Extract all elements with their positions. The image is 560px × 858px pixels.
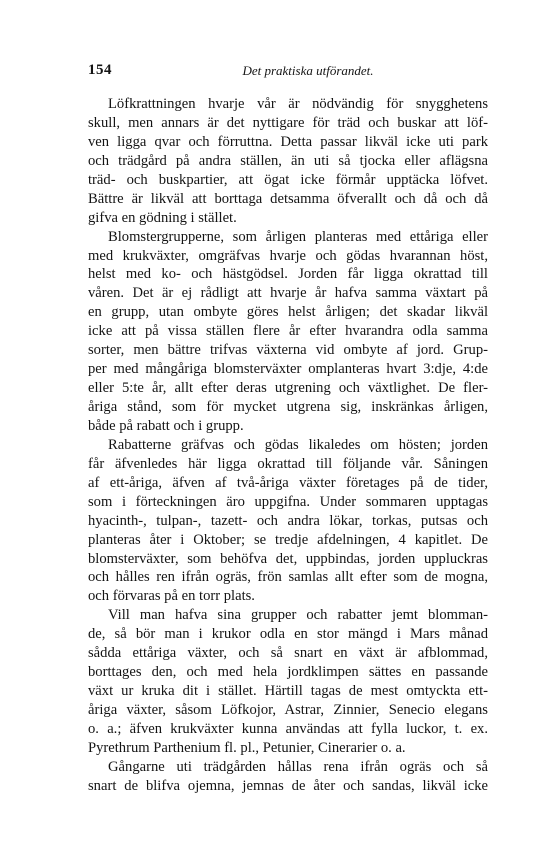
text-line: per med mångåriga blomsterväxter omplanteras hvart 3:dje, 4:de [88, 361, 488, 378]
text-line: hyacinth-, tulpan-, tazett- och andra lökar, torkas, putsas och [88, 512, 488, 529]
text-line: Blomstergrupperne, som årligen planteras med ettåriga eller [108, 228, 488, 245]
text-line: ven ligga qvar och förruttna. Detta passar likväl icke uti park [88, 133, 488, 150]
body-text [88, 95, 488, 796]
text-line: som i förteckningen äro uppgifna. Under sommaren upptagas [88, 493, 488, 510]
text-line: sådda ettåriga växter, och så snart en växt är afblommad, [88, 645, 488, 662]
text-line: träd- och buskpartier, att ögat icke förmår upptäcka löfvet. [88, 171, 488, 188]
text-line: de, så bör man i krukor odla en stor mängd i Mars månad [88, 626, 488, 643]
text-line: och hålles ren ifrån ogräs, frön samlas allt efter som de mogna, [88, 569, 488, 586]
text-line: af ett-åriga, äfven af två-åriga växter företages på de tider, [88, 474, 488, 491]
text-line: och trädgård på andra ställen, än uti så tjocka eller aflägsna [88, 152, 488, 169]
text-line: Löfkrattningen hvarje vår är nödvändig för snygghetens [108, 96, 488, 112]
text-line: Bättre är likväl att borttaga detsamma öfverallt och då och då [88, 190, 488, 207]
text-line: gifva en gödning i stället. [88, 209, 237, 226]
page-number: 154 [88, 62, 112, 78]
text-line: skull, men annars är det nyttigare för träd och buskar att löf- [88, 114, 488, 131]
text-line: borttages den, och med hela jordklimpen sättes en passande [88, 664, 488, 681]
text-line: Pyrethrum Parthenium fl. pl., Petunier, Cinerarier o. a. [88, 739, 406, 756]
text-line: helst med ko- och hästgödsel. Jorden får ligga okrattad till [88, 266, 488, 283]
text-line: åriga stånd, som för mycket utgrena sig, inskränkas årligen, [88, 399, 488, 415]
text-line: snart de blifva ojemna, jemnas de åter och sandas, likväl icke [88, 777, 488, 794]
text-line: planteras åter i Oktober; se tredje afdelningen, 4 kapitlet. De [88, 531, 488, 548]
text-line: blomsterväxter, som behöfva det, uppbindas, jorden uppluckras [88, 550, 488, 567]
text-line: Rabatterne gräfvas och gödas likaledes om hösten; jorden [108, 436, 488, 453]
text-line: Vill man hafva sina grupper och rabatter jemt blomman- [108, 607, 488, 624]
text-line: Gångarne uti trädgården hållas rena ifrån ogräs och så [108, 758, 488, 775]
text-line: åriga växter, såsom Löfkojor, Astrar, Zinnier, Senecio elegans [88, 702, 488, 718]
text-line: både på rabatt och i grupp. [88, 417, 244, 434]
text-line: sorter, men bättre trifvas växterna vid ombyte af jord. Grup- [88, 342, 488, 359]
text-line: och förvaras på en torr plats. [88, 588, 255, 605]
text-line: växt ur kruka dit i stället. Härtill tagas de mest omtyckta ett- [88, 683, 488, 700]
page-header [88, 62, 488, 84]
text-line: våren. Det är ej rådligt att hvarje år hafva samma växtart på [88, 285, 488, 302]
text-line: med krukväxter, omgräfvas hvarje och gödas hvarannan höst, [88, 247, 488, 264]
text-line: o. a.; äfven krukväxter kunna användas att fylla luckor, t. ex. [88, 720, 488, 737]
running-head: Det praktiska utförandet. [242, 63, 374, 78]
text-line: icke att på vissa ställen flere år efter hvarandra odla samma [88, 323, 488, 340]
text-line: får äfvenledes här ligga okrattad till följande vår. Såningen [88, 455, 488, 472]
text-line: eller 5:te år, allt efter deras utgrening och växtlighet. De fler- [88, 380, 488, 397]
text-line: en grupp, utan ombyte göres helst årligen; det skadar likväl [88, 304, 488, 321]
